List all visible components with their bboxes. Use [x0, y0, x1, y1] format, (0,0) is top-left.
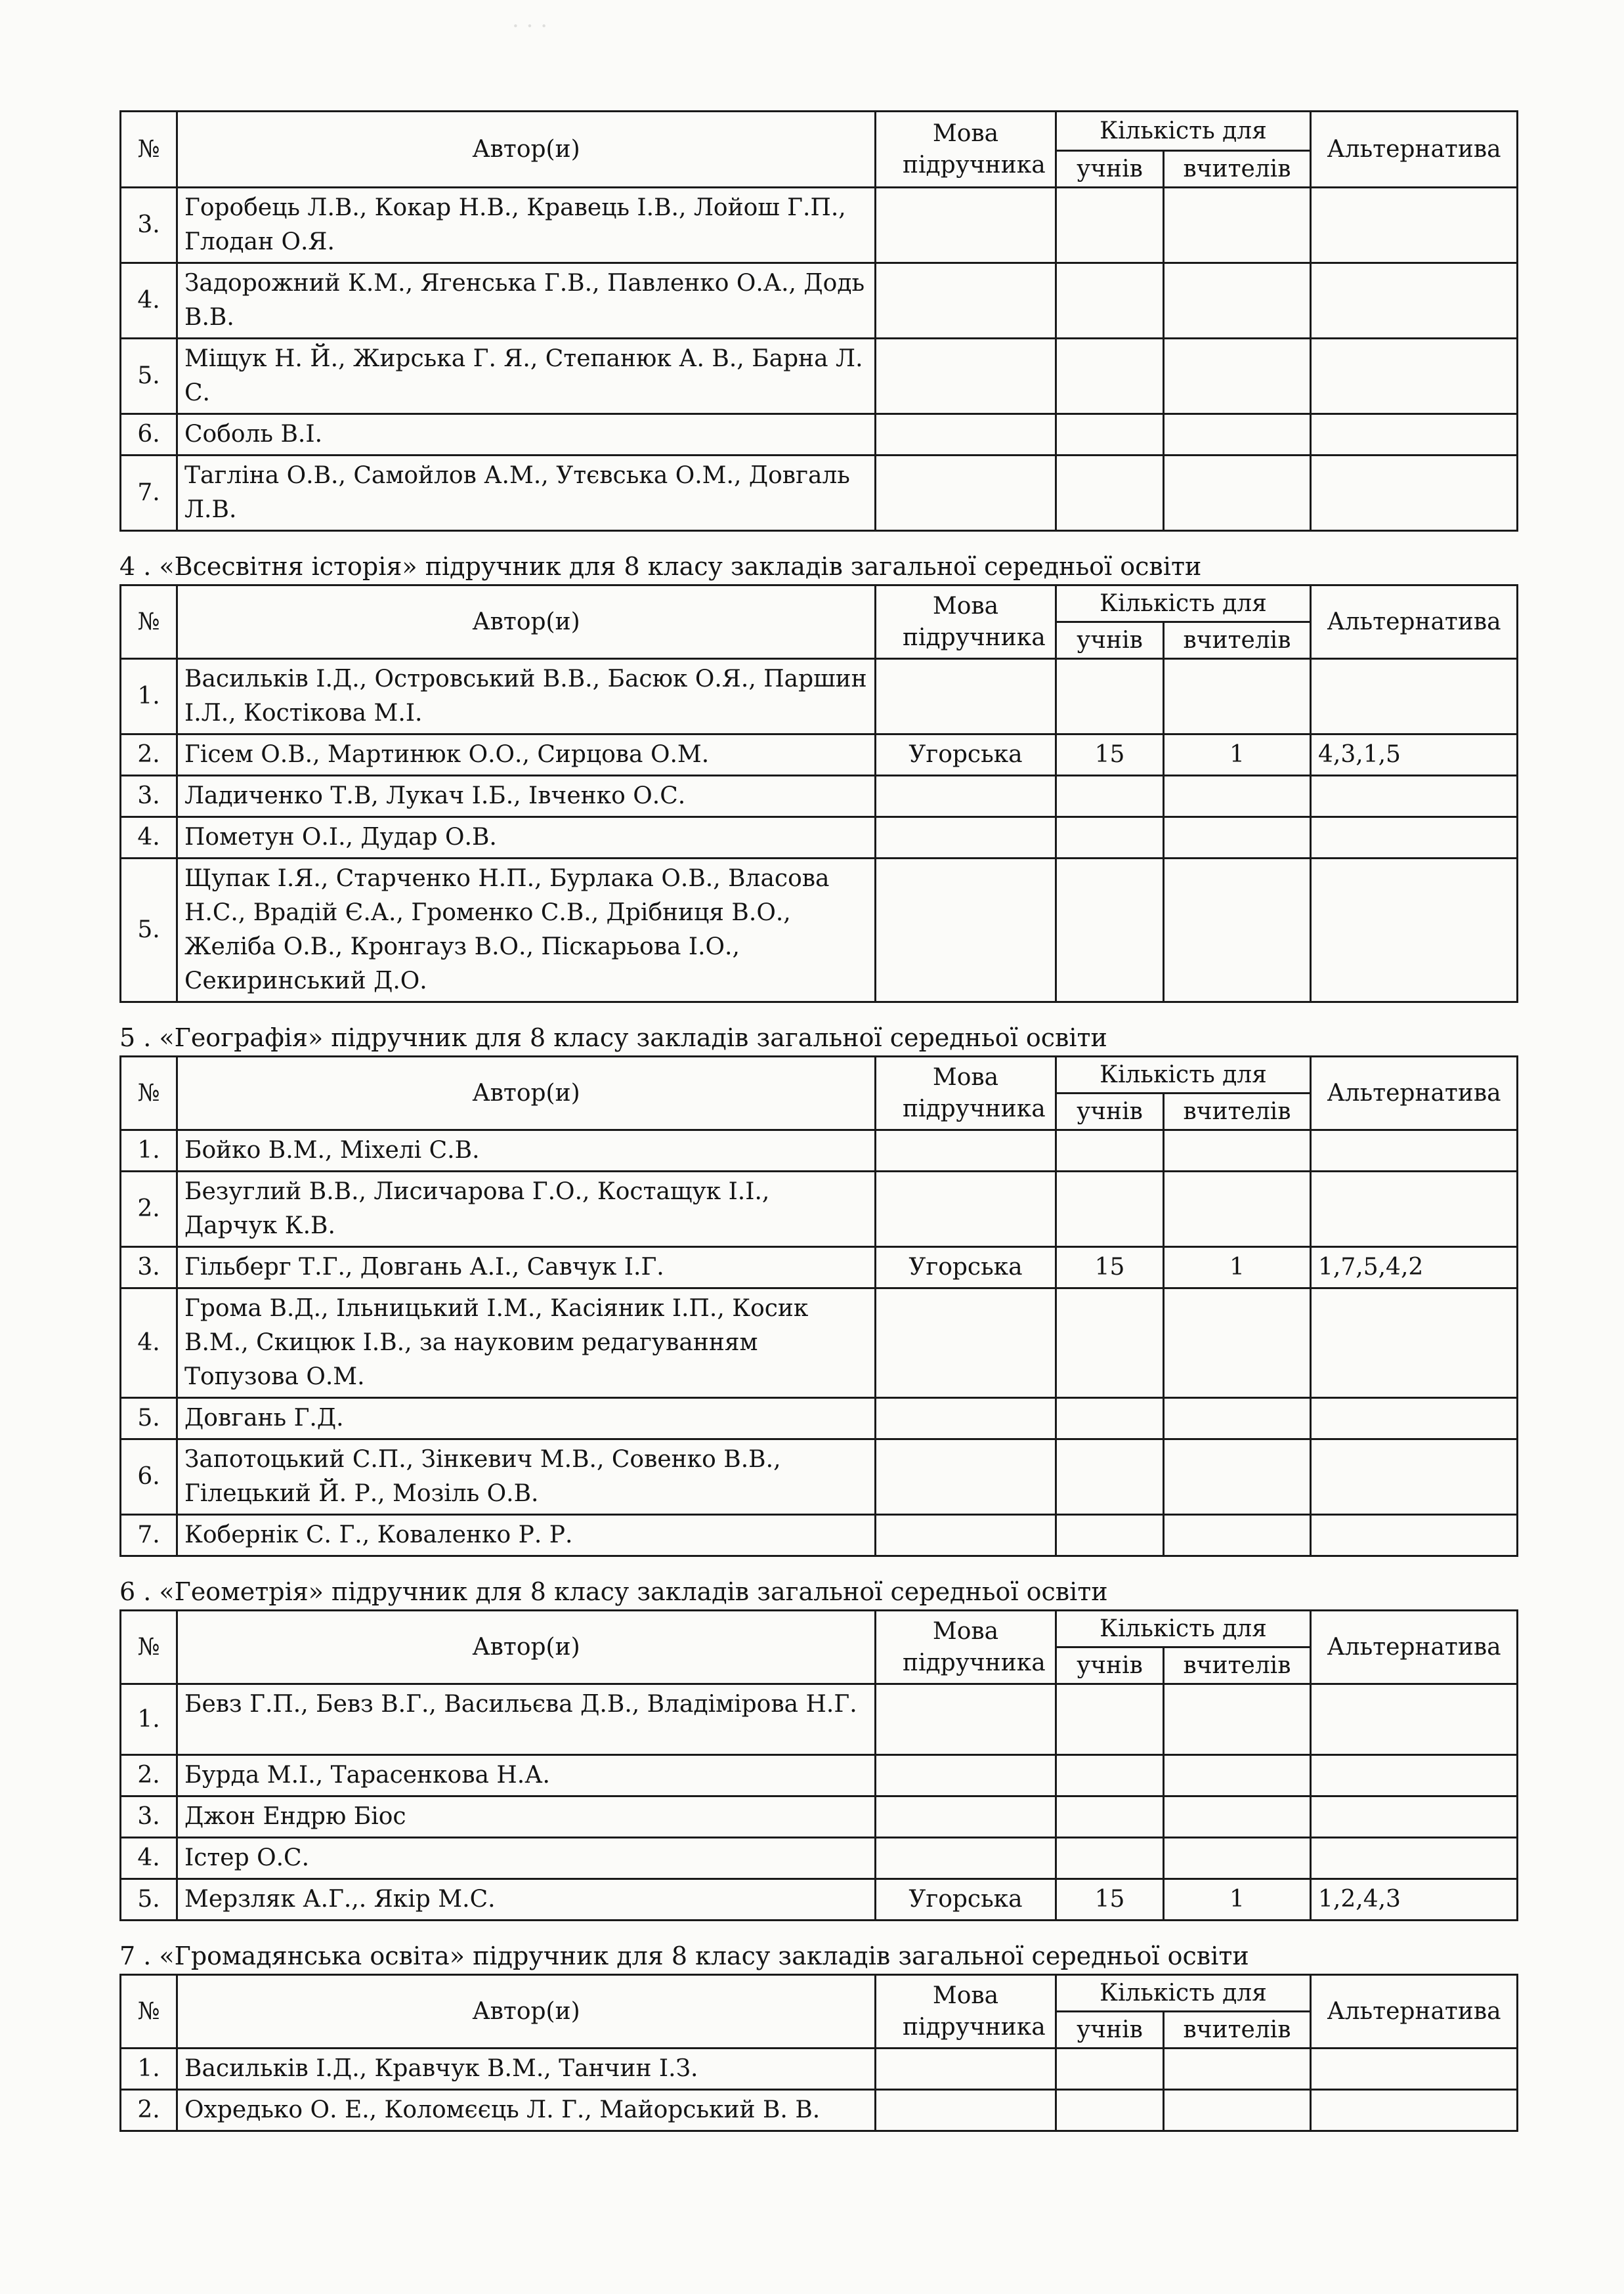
row-students-count: 15: [1056, 734, 1164, 776]
row-language: [876, 1398, 1056, 1439]
row-number: 5.: [121, 859, 177, 1002]
row-authors: Бойко В.М., Міхелі С.В.: [177, 1130, 876, 1172]
row-alternative: [1311, 1796, 1518, 1838]
row-language: [876, 1755, 1056, 1796]
row-authors: Бурда М.І., Тарасенкова Н.А.: [177, 1755, 876, 1796]
table-row: [121, 263, 1518, 339]
row-number: 2.: [121, 1755, 177, 1796]
table-row: [121, 1879, 1518, 1921]
row-teachers-count: [1164, 414, 1311, 456]
row-teachers-count: [1164, 1684, 1311, 1755]
textbook-table: [119, 1055, 1518, 1557]
row-authors: Грома В.Д., Ільницький І.М., Касіяник І.П., Косик В.М., Скицюк І.В., за науковим редагуванням Топузова О.М.: [177, 1288, 876, 1398]
header-row: [121, 112, 1518, 151]
row-students-count: [1056, 817, 1164, 859]
row-authors: Щупак І.Я., Старченко Н.П., Бурлака О.В., Власова Н.С., Врадій Є.А., Громенко С.В., Дрібниця В.О., Желіба О.В., Кронгауз В.О., Піскарьова І.О., Секиринський Д.О.: [177, 859, 876, 1002]
row-teachers-count: [1164, 1398, 1311, 1439]
row-language: [876, 263, 1056, 339]
table-row: [121, 1398, 1518, 1439]
row-teachers-count: [1164, 263, 1311, 339]
row-alternative: [1311, 188, 1518, 263]
row-alternative: [1311, 2049, 1518, 2090]
table-row: [121, 776, 1518, 817]
row-teachers-count: [1164, 339, 1311, 414]
row-students-count: [1056, 776, 1164, 817]
row-students-count: [1056, 659, 1164, 734]
row-students-count: [1056, 1398, 1164, 1439]
document-page: [119, 110, 1516, 2132]
row-number: 6.: [121, 414, 177, 456]
table-row: [121, 339, 1518, 414]
row-authors: Задорожний К.М., Ягенська Г.В., Павленко О.А., Додь В.В.: [177, 263, 876, 339]
col-header-author: Автор(и): [177, 1611, 876, 1684]
table-row: [121, 1838, 1518, 1879]
row-number: 3.: [121, 1247, 177, 1288]
row-language: Угорська: [876, 734, 1056, 776]
row-teachers-count: [1164, 188, 1311, 263]
row-alternative: [1311, 1838, 1518, 1879]
table-row: [121, 817, 1518, 859]
row-teachers-count: [1164, 1288, 1311, 1398]
row-number: 5.: [121, 1398, 177, 1439]
col-header-alternative: Альтернатива: [1311, 1975, 1518, 2049]
textbook-table: [119, 1974, 1518, 2132]
row-teachers-count: [1164, 859, 1311, 1002]
row-alternative: [1311, 1439, 1518, 1515]
row-language: [876, 1796, 1056, 1838]
table-row: [121, 734, 1518, 776]
row-language: [876, 1515, 1056, 1556]
row-alternative: [1311, 1288, 1518, 1398]
col-header-quantity: Кількість для: [1056, 1057, 1311, 1094]
row-number: 2.: [121, 1172, 177, 1247]
row-alternative: [1311, 1130, 1518, 1172]
table-row: [121, 1515, 1518, 1556]
row-language: [876, 2049, 1056, 2090]
row-language: [876, 1288, 1056, 1398]
row-authors: Ладиченко Т.В, Лукач І.Б., Івченко О.С.: [177, 776, 876, 817]
table-row: [121, 1439, 1518, 1515]
row-students-count: [1056, 1288, 1164, 1398]
row-language: [876, 1130, 1056, 1172]
col-header-alternative: Альтернатива: [1311, 112, 1518, 188]
row-teachers-count: [1164, 1130, 1311, 1172]
row-teachers-count: 1: [1164, 1247, 1311, 1288]
table-row: [121, 1684, 1518, 1755]
row-alternative: [1311, 1684, 1518, 1755]
col-header-language: Мова підручника: [876, 585, 1056, 659]
row-teachers-count: [1164, 659, 1311, 734]
row-alternative: [1311, 776, 1518, 817]
row-language: [876, 659, 1056, 734]
col-header-language: Мова підручника: [876, 1611, 1056, 1684]
row-authors: Гільберг Т.Г., Довгань А.І., Савчук І.Г.: [177, 1247, 876, 1288]
row-number: 4.: [121, 263, 177, 339]
col-header-quantity: Кількість для: [1056, 1611, 1311, 1647]
row-teachers-count: [1164, 2049, 1311, 2090]
row-number: 7.: [121, 456, 177, 531]
row-language: [876, 1439, 1056, 1515]
row-number: 7.: [121, 1515, 177, 1556]
row-authors: Запотоцький С.П., Зінкевич М.В., Совенко В.В., Гілецький Й. Р., Мозіль О.В.: [177, 1439, 876, 1515]
row-number: 1.: [121, 659, 177, 734]
table-row: [121, 2090, 1518, 2131]
row-authors: Безуглий В.В., Лисичарова Г.О., Костащук І.І., Дарчук К.В.: [177, 1172, 876, 1247]
row-teachers-count: [1164, 817, 1311, 859]
row-teachers-count: [1164, 1796, 1311, 1838]
row-number: 3.: [121, 1796, 177, 1838]
col-header-teachers: вчителів: [1164, 1094, 1311, 1130]
table-row: [121, 2049, 1518, 2090]
col-header-language: Мова підручника: [876, 1057, 1056, 1130]
table-row: [121, 414, 1518, 456]
row-students-count: [1056, 1130, 1164, 1172]
row-language: [876, 776, 1056, 817]
row-students-count: [1056, 859, 1164, 1002]
col-header-author: Автор(и): [177, 1057, 876, 1130]
row-language: Угорська: [876, 1879, 1056, 1921]
table-row: [121, 859, 1518, 1002]
row-teachers-count: [1164, 456, 1311, 531]
row-authors: Соболь В.І.: [177, 414, 876, 456]
row-authors: Охредько О. Е., Коломєєць Л. Г., Майорський В. В.: [177, 2090, 876, 2131]
col-header-alternative: Альтернатива: [1311, 585, 1518, 659]
col-header-num: №: [121, 1057, 177, 1130]
row-authors: Бевз Г.П., Бевз В.Г., Васильєва Д.В., Владімірова Н.Г.: [177, 1684, 876, 1755]
table-row: [121, 1172, 1518, 1247]
table-row: [121, 1247, 1518, 1288]
col-header-students: учнів: [1056, 1094, 1164, 1130]
row-authors: Мерзляк А.Г.,. Якір М.С.: [177, 1879, 876, 1921]
row-number: 4.: [121, 1838, 177, 1879]
row-alternative: [1311, 659, 1518, 734]
section-heading: 4 . «Всесвітня історія» підручник для 8 класу закладів загальної середньої освіти: [119, 552, 1202, 581]
col-header-students: учнів: [1056, 622, 1164, 659]
row-teachers-count: 1: [1164, 1879, 1311, 1921]
row-authors: Довгань Г.Д.: [177, 1398, 876, 1439]
row-number: 6.: [121, 1439, 177, 1515]
col-header-author: Автор(и): [177, 1975, 876, 2049]
col-header-alternative: Альтернатива: [1311, 1057, 1518, 1130]
col-header-author: Автор(и): [177, 112, 876, 188]
row-authors: Міщук Н. Й., Жирська Г. Я., Степанюк А. В., Барна Л. С.: [177, 339, 876, 414]
col-header-num: №: [121, 585, 177, 659]
col-header-teachers: вчителів: [1164, 151, 1311, 188]
row-students-count: [1056, 1838, 1164, 1879]
row-alternative: [1311, 339, 1518, 414]
row-alternative: 1,7,5,4,2: [1311, 1247, 1518, 1288]
col-header-students: учнів: [1056, 2012, 1164, 2049]
row-alternative: [1311, 2090, 1518, 2131]
row-alternative: [1311, 817, 1518, 859]
col-header-students: учнів: [1056, 151, 1164, 188]
row-students-count: 15: [1056, 1247, 1164, 1288]
col-header-quantity: Кількість для: [1056, 112, 1311, 151]
header-row: [121, 1611, 1518, 1647]
col-header-teachers: вчителів: [1164, 2012, 1311, 2049]
col-header-author: Автор(и): [177, 585, 876, 659]
row-number: 1.: [121, 1130, 177, 1172]
row-number: 4.: [121, 817, 177, 859]
section-heading: 7 . «Громадянська освіта» підручник для 8 класу закладів загальної середньої освіти: [119, 1942, 1249, 1970]
col-header-num: №: [121, 1611, 177, 1684]
row-students-count: [1056, 2090, 1164, 2131]
row-number: 3.: [121, 188, 177, 263]
row-authors: Горобець Л.В., Кокар Н.В., Кравець І.В., Лойош Г.П., Глодан О.Я.: [177, 188, 876, 263]
row-alternative: [1311, 1172, 1518, 1247]
row-students-count: [1056, 263, 1164, 339]
col-header-teachers: вчителів: [1164, 1647, 1311, 1684]
col-header-quantity: Кількість для: [1056, 585, 1311, 622]
row-students-count: [1056, 1439, 1164, 1515]
row-students-count: [1056, 1796, 1164, 1838]
row-students-count: [1056, 414, 1164, 456]
row-language: [876, 859, 1056, 1002]
textbook-table: [119, 584, 1518, 1003]
textbook-table: [119, 1609, 1518, 1921]
row-number: 1.: [121, 1684, 177, 1755]
col-header-teachers: вчителів: [1164, 622, 1311, 659]
col-header-language: Мова підручника: [876, 112, 1056, 188]
row-alternative: [1311, 1398, 1518, 1439]
table-row: [121, 188, 1518, 263]
row-students-count: 15: [1056, 1879, 1164, 1921]
row-authors: Істер О.С.: [177, 1838, 876, 1879]
row-students-count: [1056, 188, 1164, 263]
row-language: [876, 456, 1056, 531]
row-alternative: [1311, 414, 1518, 456]
row-number: 1.: [121, 2049, 177, 2090]
col-header-language: Мова підручника: [876, 1975, 1056, 2049]
row-students-count: [1056, 1515, 1164, 1556]
row-authors: Тагліна О.В., Самойлов А.М., Утєвська О.М., Довгаль Л.В.: [177, 456, 876, 531]
row-number: 2.: [121, 734, 177, 776]
row-teachers-count: [1164, 776, 1311, 817]
row-language: [876, 1838, 1056, 1879]
row-authors: Гісем О.В., Мартинюк О.О., Сирцова О.М.: [177, 734, 876, 776]
row-number: 3.: [121, 776, 177, 817]
col-header-students: учнів: [1056, 1647, 1164, 1684]
row-authors: Джон Ендрю Біос: [177, 1796, 876, 1838]
row-alternative: [1311, 456, 1518, 531]
table-row: [121, 1130, 1518, 1172]
header-row: [121, 585, 1518, 622]
row-teachers-count: 1: [1164, 734, 1311, 776]
row-language: [876, 414, 1056, 456]
row-authors: Васильків І.Д., Кравчук В.М., Танчин І.З.: [177, 2049, 876, 2090]
row-language: [876, 1172, 1056, 1247]
table-row: [121, 1288, 1518, 1398]
table-row: [121, 659, 1518, 734]
row-teachers-count: [1164, 1755, 1311, 1796]
row-alternative: [1311, 859, 1518, 1002]
row-teachers-count: [1164, 1515, 1311, 1556]
row-teachers-count: [1164, 1439, 1311, 1515]
row-teachers-count: [1164, 1172, 1311, 1247]
row-alternative: [1311, 1755, 1518, 1796]
row-language: Угорська: [876, 1247, 1056, 1288]
row-alternative: 4,3,1,5: [1311, 734, 1518, 776]
col-header-quantity: Кількість для: [1056, 1975, 1311, 2012]
row-students-count: [1056, 456, 1164, 531]
table-row: [121, 1755, 1518, 1796]
table-row: [121, 1796, 1518, 1838]
row-students-count: [1056, 1172, 1164, 1247]
row-alternative: [1311, 263, 1518, 339]
section-heading: 6 . «Геометрія» підручник для 8 класу закладів загальної середньої освіти: [119, 1577, 1108, 1606]
col-header-alternative: Альтернатива: [1311, 1611, 1518, 1684]
row-language: [876, 817, 1056, 859]
row-number: 2.: [121, 2090, 177, 2131]
row-alternative: [1311, 1515, 1518, 1556]
textbook-table: [119, 110, 1518, 532]
section-heading: 5 . «Географія» підручник для 8 класу закладів загальної середньої освіти: [119, 1023, 1107, 1052]
row-students-count: [1056, 1684, 1164, 1755]
row-number: 4.: [121, 1288, 177, 1398]
row-authors: Пометун О.І., Дудар О.В.: [177, 817, 876, 859]
row-language: [876, 188, 1056, 263]
row-students-count: [1056, 2049, 1164, 2090]
header-row: [121, 1975, 1518, 2012]
row-students-count: [1056, 1755, 1164, 1796]
row-authors: Кобернік С. Г., Коваленко Р. Р.: [177, 1515, 876, 1556]
row-language: [876, 339, 1056, 414]
row-teachers-count: [1164, 1838, 1311, 1879]
row-authors: Васильків І.Д., Островський В.В., Басюк О.Я., Паршин І.Л., Костікова М.І.: [177, 659, 876, 734]
table-row: [121, 456, 1518, 531]
row-language: [876, 1684, 1056, 1755]
row-number: 5.: [121, 339, 177, 414]
row-number: 5.: [121, 1879, 177, 1921]
col-header-num: №: [121, 1975, 177, 2049]
row-teachers-count: [1164, 2090, 1311, 2131]
header-row: [121, 1057, 1518, 1094]
col-header-num: №: [121, 112, 177, 188]
row-language: [876, 2090, 1056, 2131]
row-students-count: [1056, 339, 1164, 414]
row-alternative: 1,2,4,3: [1311, 1879, 1518, 1921]
